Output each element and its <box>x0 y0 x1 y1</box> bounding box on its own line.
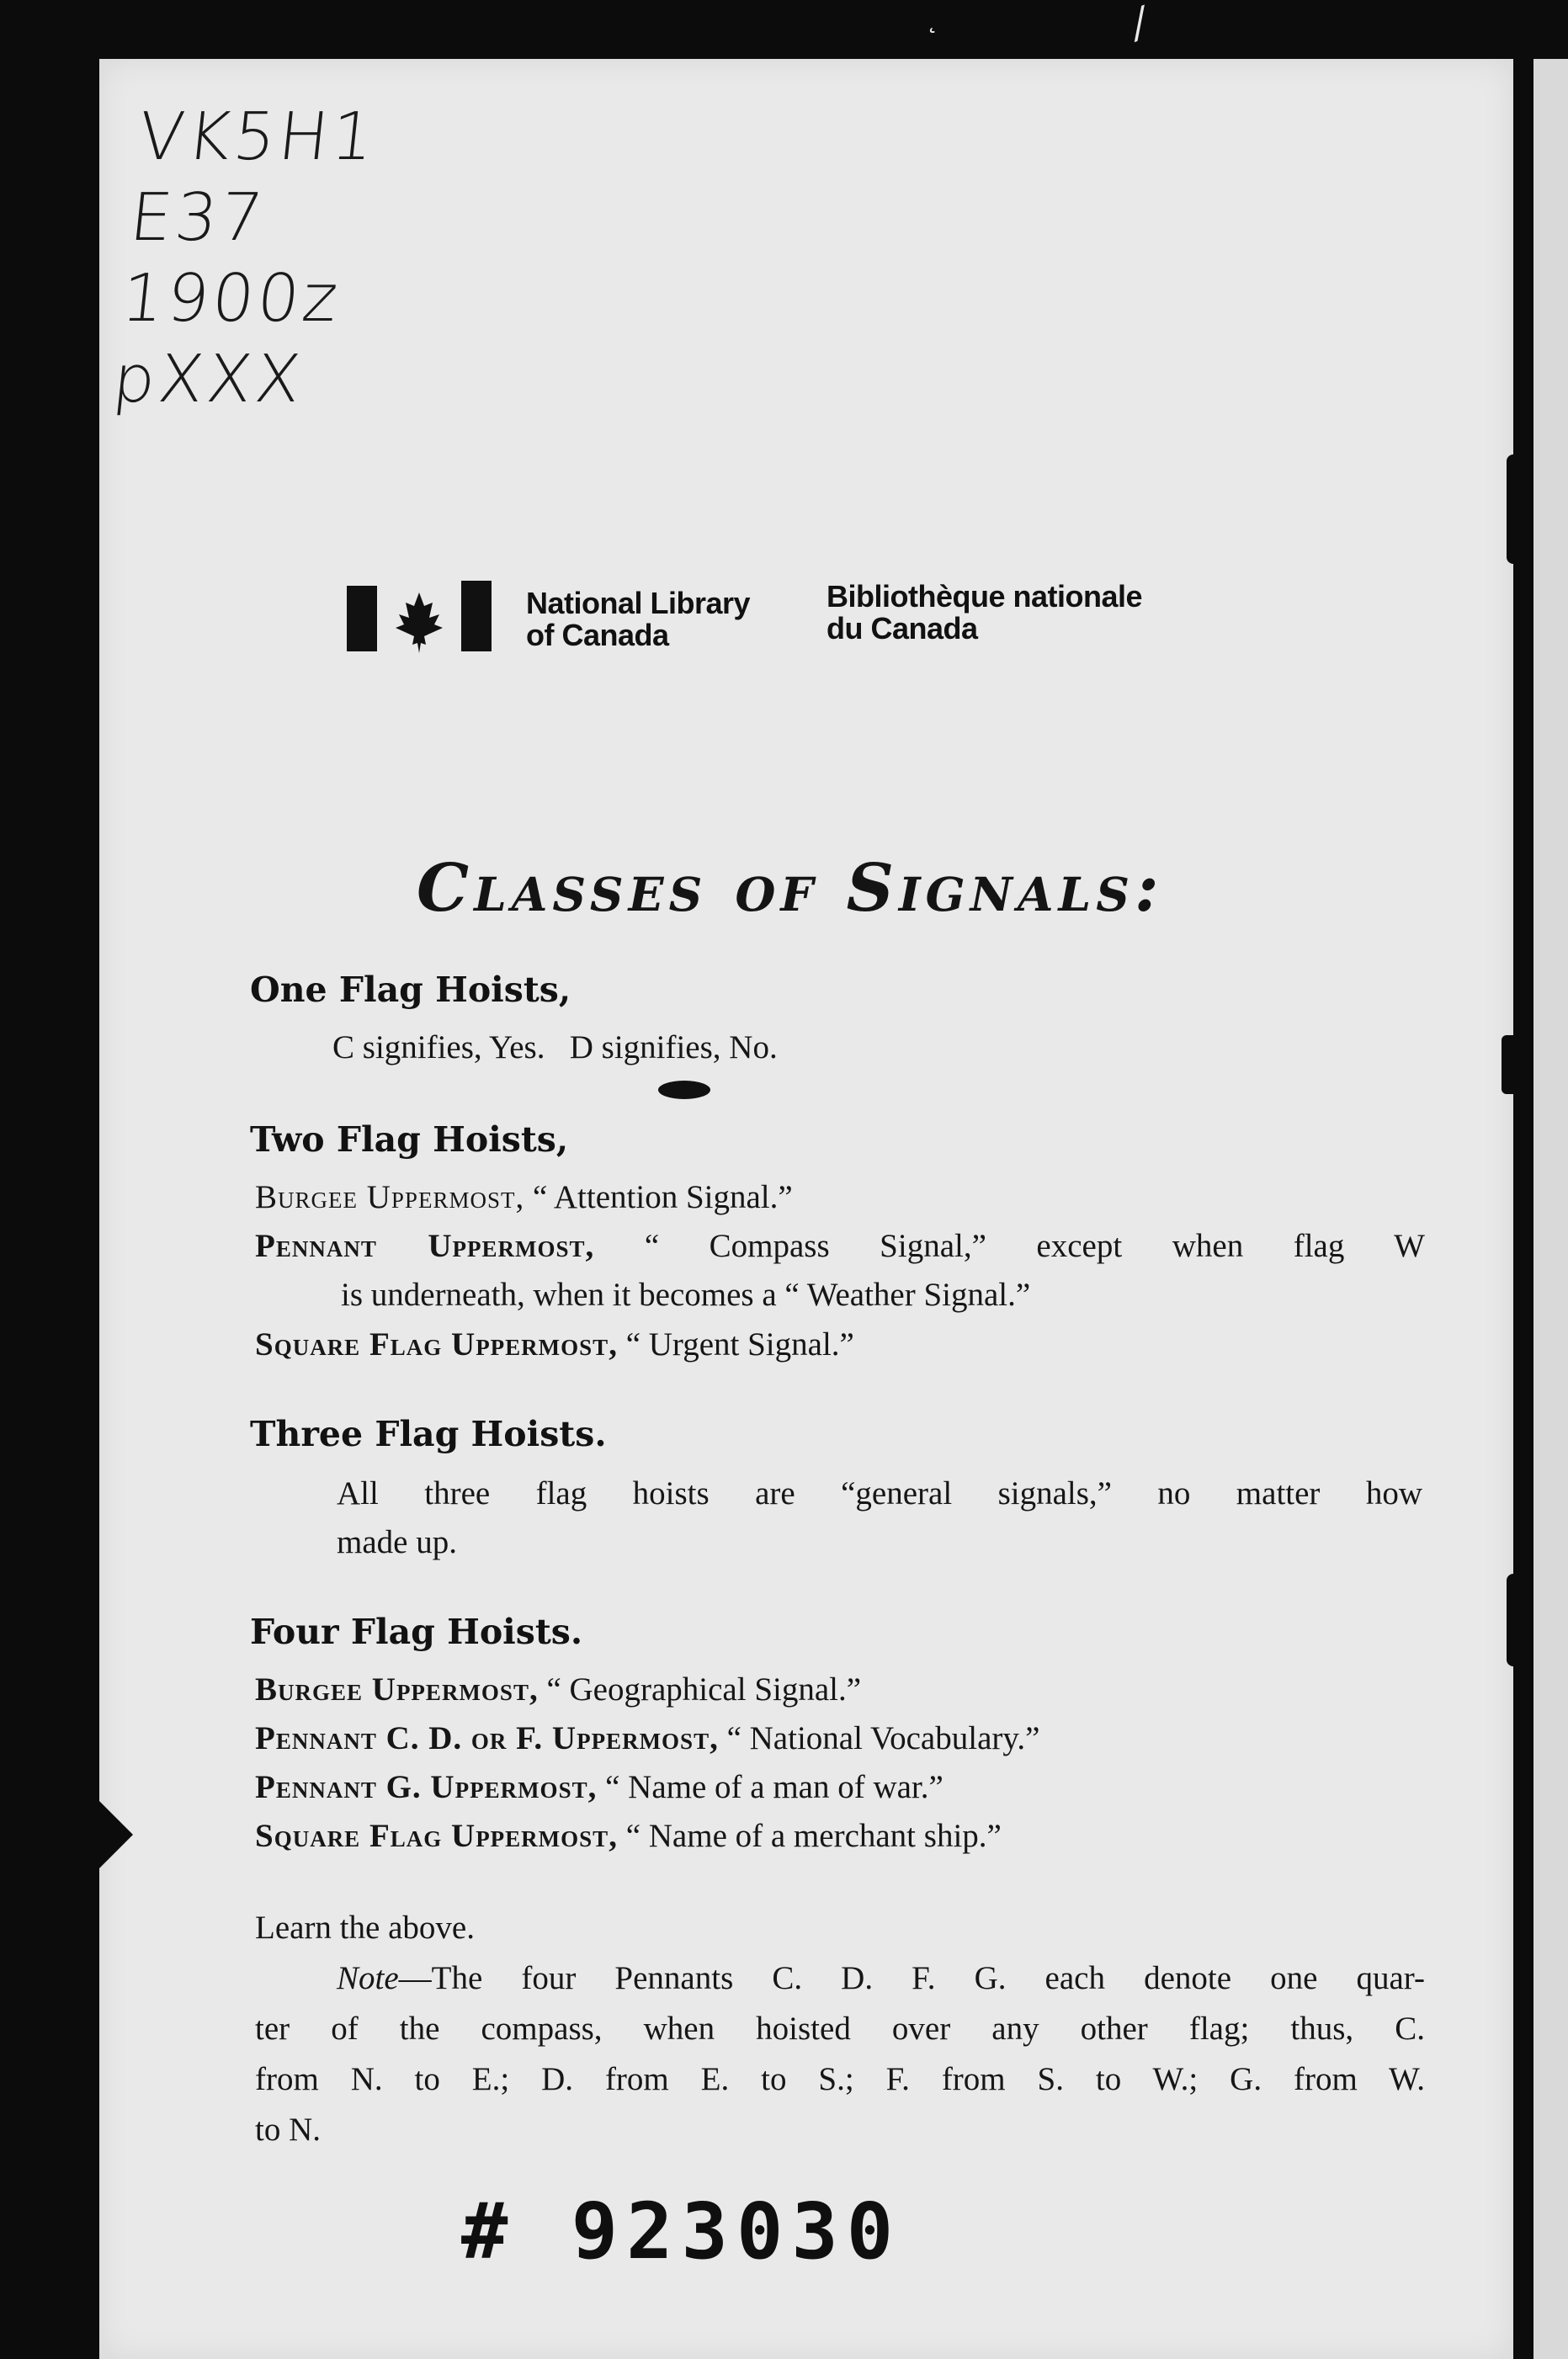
scan-mark-icon: ⁄ <box>1128 0 1152 49</box>
note-line: to N. <box>255 2112 321 2148</box>
hoist-label: Pennant C. D. or F. Uppermost, <box>255 1720 719 1756</box>
hoist-meaning: “ National Vocabulary.” <box>726 1720 1040 1756</box>
hoist-meaning: “ Name of a man of war.” <box>605 1769 943 1805</box>
hoist-label: Square Flag Uppermost, <box>255 1326 618 1363</box>
note-line: from N. to E.; D. from E. to S.; F. from S. to W.; G. from W. <box>255 2061 1425 2097</box>
scan-mark-icon: ˛ <box>926 5 938 35</box>
binding-mark <box>1507 454 1532 564</box>
adjacent-page-edge <box>1533 59 1568 2359</box>
section-line: C signifies, Yes. D signifies, No. <box>332 1029 778 1065</box>
call-number-line: pXXX <box>109 342 308 417</box>
note-line <box>337 1959 1425 1997</box>
section-line <box>255 1817 1002 1855</box>
learn-line: Learn the above. <box>255 1910 475 1946</box>
canada-wordmark-icon <box>347 581 492 656</box>
hoist-label: Burgee Uppermost, <box>255 1671 539 1708</box>
section-heading: Two Flag Hoists, <box>250 1119 569 1160</box>
hoist-meaning: “ Name of a merchant ship.” <box>625 1818 1002 1854</box>
hoist-meaning: “ Attention Signal.” <box>532 1179 793 1215</box>
note-text: —The four Pennants C. D. F. G. each denote one quar- <box>398 1960 1425 1996</box>
binding-mark <box>1507 1574 1533 1666</box>
library-name-fr: Bibliothèque nationale du Canada <box>827 579 1143 646</box>
section-line: is underneath, when it becomes a “ Weather Signal.” <box>341 1277 1031 1313</box>
section-line <box>255 1719 1039 1757</box>
section-line <box>255 1768 943 1806</box>
section-heading: Three Flag Hoists. <box>250 1414 607 1454</box>
note-line: ter of the compass, when hoisted over any other flag; thus, C. <box>255 2011 1425 2047</box>
library-logo <box>347 581 1188 661</box>
library-name-en: National Library of Canada <box>526 586 751 652</box>
hoist-meaning: “ Compass Signal,” except when flag W <box>644 1228 1425 1264</box>
ink-smudge <box>658 1081 710 1099</box>
microfiche-number: # 923030 <box>461 2186 902 2277</box>
hoist-label: Pennant G. Uppermost, <box>255 1769 598 1805</box>
note-label: Note <box>337 1960 399 1996</box>
call-number-line: E37 <box>126 180 270 256</box>
section-line: made up. <box>337 1524 457 1560</box>
call-number-line: 1900z <box>118 261 345 337</box>
hoist-meaning: “ Geographical Signal.” <box>546 1671 862 1708</box>
section-line <box>255 1671 861 1708</box>
hoist-label: Burgee Uppermost, <box>255 1179 525 1215</box>
section-heading: Four Flag Hoists. <box>250 1612 583 1652</box>
section-line: All three flag hoists are “general signals,” no matter how <box>337 1475 1422 1512</box>
section-heading: One Flag Hoists, <box>250 970 571 1010</box>
call-number-line: VK5H1 <box>135 99 381 175</box>
hoist-label: Pennant Uppermost, <box>255 1228 595 1264</box>
section-line <box>255 1178 793 1216</box>
hoist-label: Square Flag Uppermost, <box>255 1818 618 1854</box>
hoist-meaning: “ Urgent Signal.” <box>625 1326 854 1363</box>
handwritten-call-number <box>109 97 381 420</box>
section-line <box>255 1326 854 1363</box>
page-title: Classes of Signals: <box>417 850 1164 927</box>
binding-mark <box>1502 1035 1533 1094</box>
section-line <box>255 1227 1425 1265</box>
